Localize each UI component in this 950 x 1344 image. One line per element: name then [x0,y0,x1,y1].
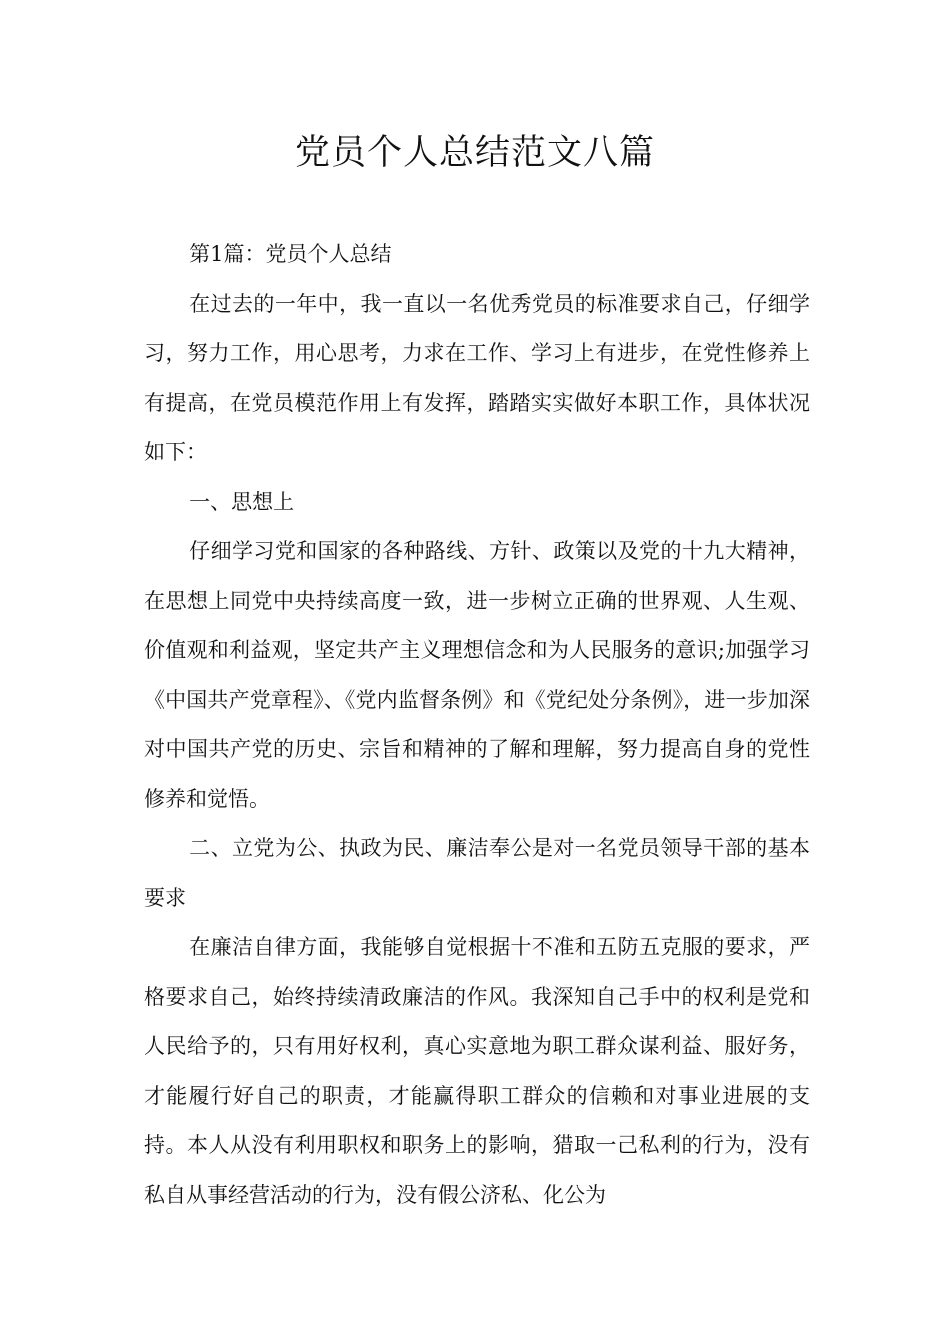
paragraph-ideology: 仔细学习党和国家的各种路线、方针、政策以及党的十九大精神，在思想上同党中央持续高度一致，进一步树立正确的世界观、人生观、价值观和利益观，坚定共产主义理想信念和为人民服务的意识;加强学习《中国共产党章程》、《党内监督条例》和《党纪处分条例》，进一步加深对中国共产党的历史、宗旨和精神的了解和理解，努力提高自身的党性修养和觉悟。 [144,539,810,811]
section-heading-integrity: 二、立党为公、执政为民、廉洁奉公是对一名党员领导干部的基本要求 [144,836,810,910]
section-heading-part-1: 第1篇：党员个人总结 [189,242,392,266]
document-title: 党员个人总结范文八篇 [294,133,655,173]
document-body [144,230,810,1220]
paragraph-integrity: 在廉洁自律方面，我能够自觉根据十不准和五防五克服的要求，严格要求自己，始终持续清政廉洁的作风。我深知自己手中的权利是党和人民给予的，只有用好权利，真心实意地为职工群众谋利益、服好务，才能履行好自己的职责，才能赢得职工群众的信赖和对事业进展的支持。本人从没有利用职权和职务上的影响，猎取一己私利的行为，没有私自从事经营活动的行为，没有假公济私、化公为 [144,935,810,1207]
paragraph-intro: 在过去的一年中，我一直以一名优秀党员的标准要求自己，仔细学习，努力工作，用心思考，力求在工作、学习上有进步，在党性修养上有提高，在党员模范作用上有发挥，踏踏实实做好本职工作，具体状况如下： [144,291,810,464]
section-heading-ideology: 一、思想上 [189,489,295,514]
